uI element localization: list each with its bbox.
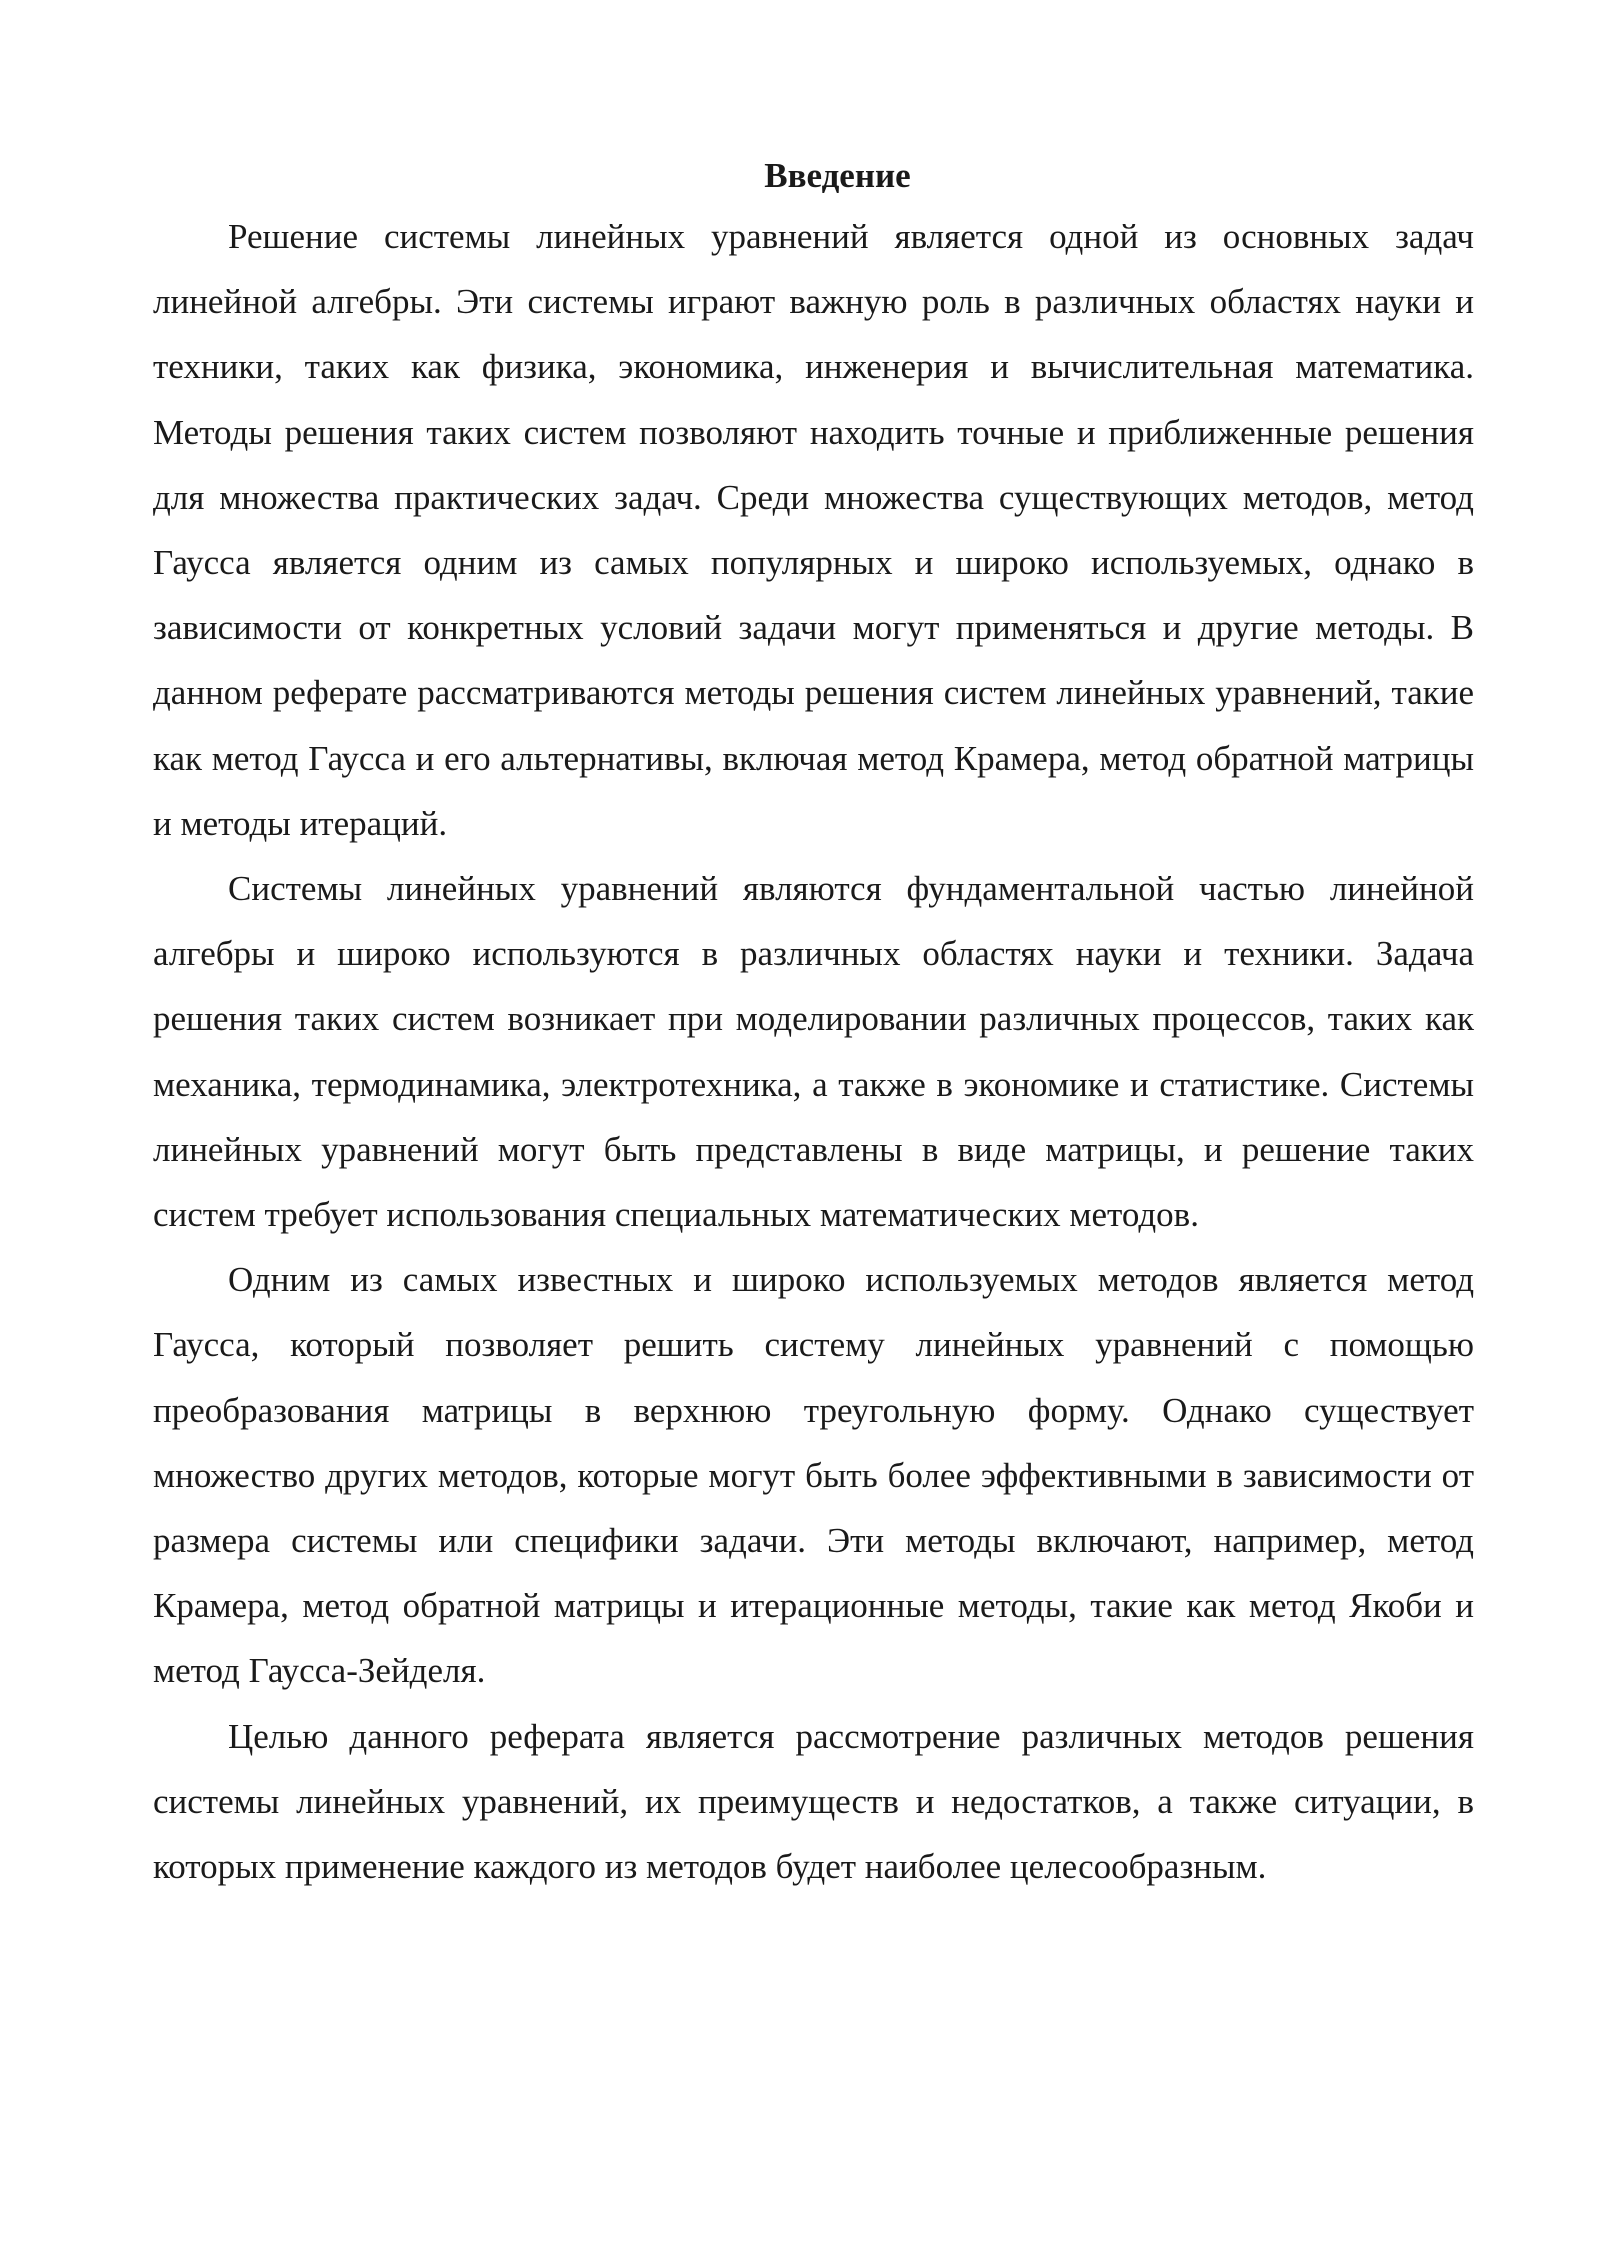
- paragraph-2: Системы линейных уравнений являются фундаментальной частью линейной алгебры и широко используются в различных областях науки и техники. Задача решения таких систем возникает при моделировании различных процессов, таких как механика, термодинамика, электротехника, а также в экономике и статистике. Системы линейных уравнений могут быть представлены в виде матрицы, и решение таких систем требует использования специальных математических методов.: [153, 869, 1474, 1235]
- paragraph-3: Одним из самых известных и широко используемых методов является метод Гаусса, который позволяет решить систему линейных уравнений с помощью преобразования матрицы в верхнюю треугольную форму. Однако существует множество других методов, которые могут быть более эффективными в зависимости от размера системы или специфики задачи. Эти методы включают, например, метод Крамера, метод обратной матрицы и итерационные методы, такие как метод Якоби и метод Гаусса-Зейделя.: [153, 1260, 1474, 1691]
- paragraph-1: Решение системы линейных уравнений является одной из основных задач линейной алгебры. Эти системы играют важную роль в различных областях науки и техники, таких как физика, экономика, инженерия и вычислительная математика. Методы решения таких систем позволяют находить точные и приближенные решения для множества практических задач. Среди множества существующих методов, метод Гаусса является одним из самых популярных и широко используемых, однако в зависимости от конкретных условий задачи могут применяться и другие методы. В данном реферате рассматриваются методы решения систем линейных уравнений, такие как метод Гаусса и его альтернативы, включая метод Крамера, метод обратной матрицы и методы итераций.: [153, 217, 1474, 843]
- paragraph-4: Целью данного реферата является рассмотрение различных методов решения системы линейных уравнений, их преимуществ и недостатков, а также ситуации, в которых применение каждого из методов будет наиболее целесообразным.: [153, 1716, 1474, 1887]
- document-body: [153, 148, 1474, 1899]
- section-title: Введение: [764, 156, 911, 195]
